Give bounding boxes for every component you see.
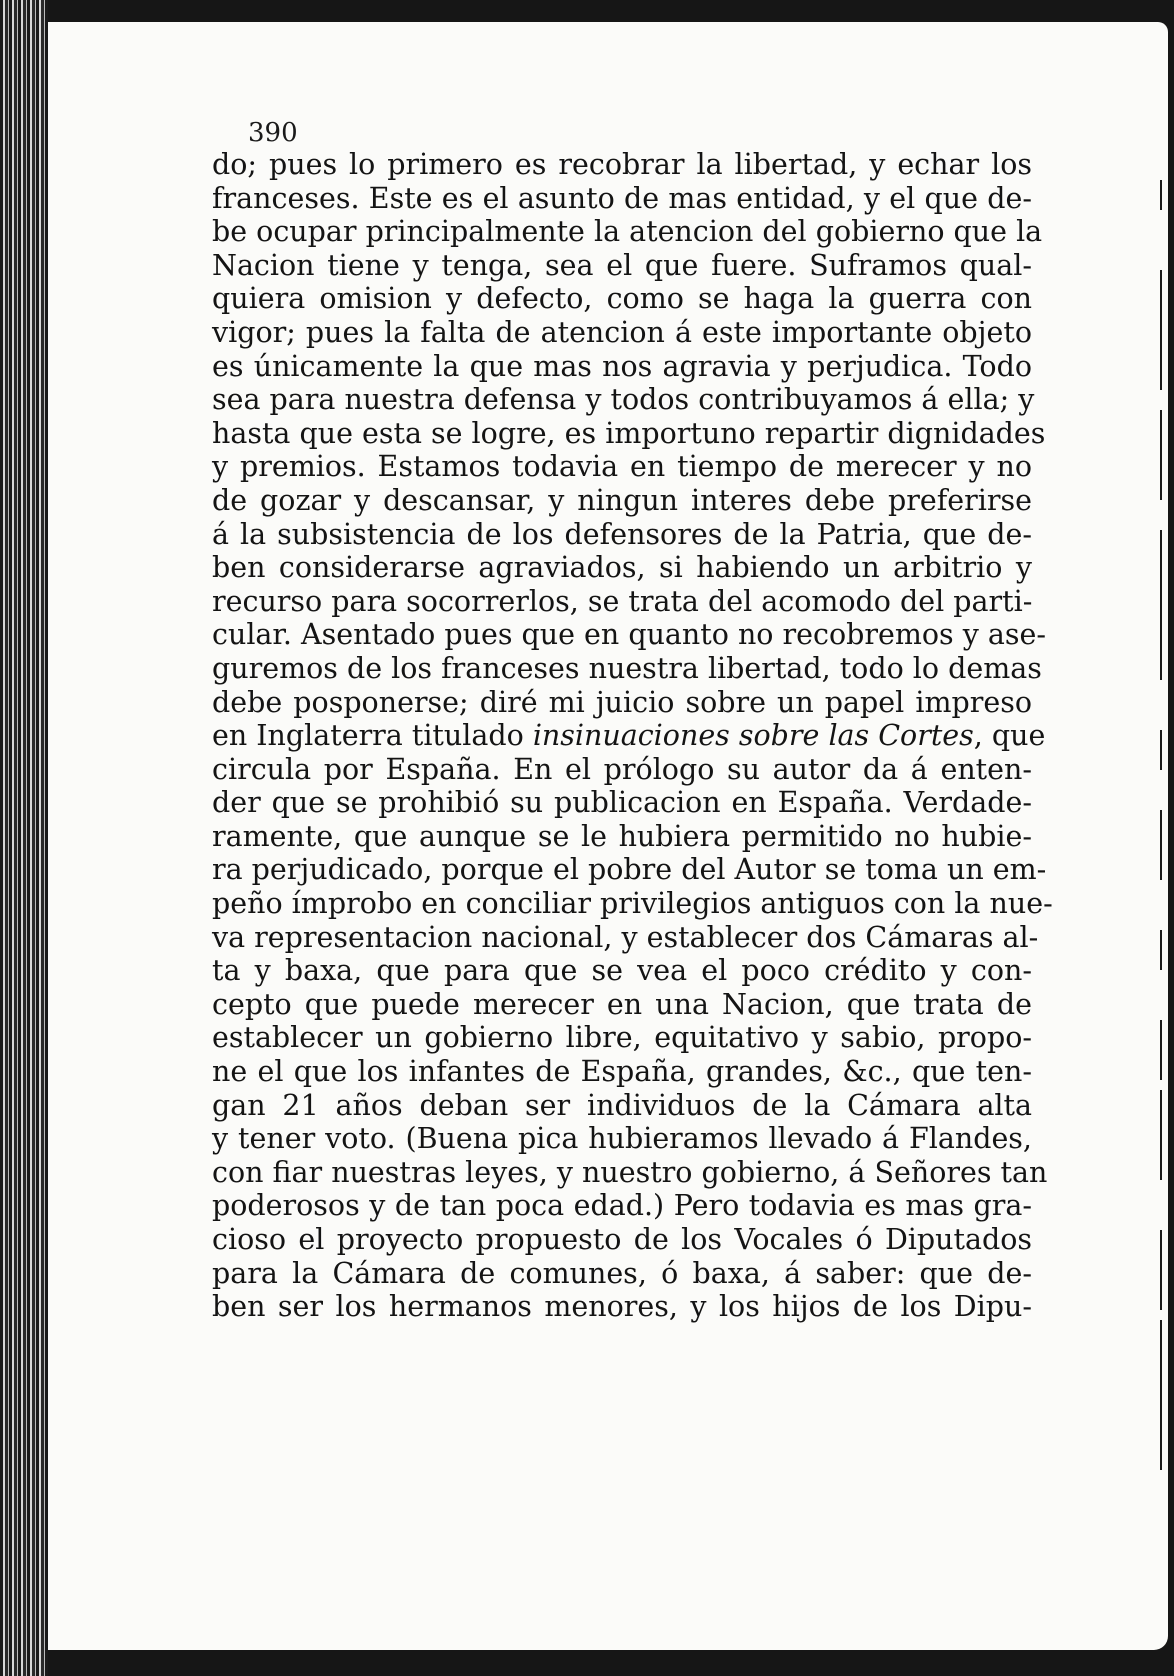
text-line: ben ser los hermanos menores, y los hijos de los Dipu- <box>212 1290 1032 1324</box>
text-line: ta y baxa, que para que se vea el poco crédito y con- <box>212 954 1032 988</box>
text-line: der que se prohibió su publicacion en España. Verdade- <box>212 786 1032 820</box>
text-line: establecer un gobierno libre, equitativo y sabio, propo- <box>212 1021 1032 1055</box>
text-line: y tener voto. (Buena pica hubieramos llevado á Flandes, <box>212 1122 1032 1156</box>
text-line: hasta que esta se logre, es importuno repartir dignidades <box>212 416 1046 450</box>
text-line: cular. Asentado pues que en quanto no recobremos y ase- <box>212 618 1047 652</box>
text-line: franceses. Este es el asunto de mas entidad, y el que de- <box>212 181 1032 215</box>
text-line: y premios. Estamos todavia en tiempo de merecer y no <box>212 450 1032 484</box>
page-edge-marks <box>1152 170 1172 1470</box>
text-line-with-title <box>212 719 1046 753</box>
text-segment: en Inglaterra titulado <box>212 719 533 753</box>
text-segment: , que <box>973 719 1046 753</box>
text-line: gan 21 años deban ser individuos de la Cámara alta <box>212 1088 1032 1122</box>
text-line: debe posponerse; diré mi juicio sobre un papel impreso <box>212 685 1032 719</box>
text-line: con fiar nuestras leyes, y nuestro gobierno, á Señores tan <box>212 1155 1048 1189</box>
text-line: sea para nuestra defensa y todos contribuyamos á ella; y <box>212 383 1035 417</box>
text-line: ramente, que aunque se le hubiera permitido no hubie- <box>212 819 1032 853</box>
book-spine-shadow <box>0 0 48 1676</box>
text-line: circula por España. En el prólogo su autor da á enten- <box>212 752 1032 786</box>
text-line: cepto que puede merecer en una Nacion, que trata de <box>212 987 1032 1021</box>
text-line: poderosos y de tan poca edad.) Pero todavia es mas gra- <box>212 1189 1032 1223</box>
text-line: cioso el proyecto propuesto de los Vocales ó Diputados <box>212 1223 1032 1256</box>
text-line: Nacion tiene y tenga, sea el que fuere. Suframos qual- <box>212 248 1032 282</box>
text-line: ra perjudicado, porque el pobre del Autor se toma un em- <box>212 853 1047 887</box>
text-line: ben considerarse agraviados, si habiendo un arbitrio y <box>212 551 1032 585</box>
text-line: á la subsistencia de los defensores de la Patria, que de- <box>212 517 1032 551</box>
text-line: do; pues lo primero es recobrar la libertad, y echar los <box>212 148 1032 181</box>
italic-title: insinuaciones sobre las Cortes <box>532 719 974 753</box>
body-text <box>212 148 1053 1324</box>
text-line: de gozar y descansar, y ningun interes debe preferirse <box>212 483 1032 517</box>
text-line: para la Cámara de comunes, ó baxa, á saber: que de- <box>212 1256 1032 1290</box>
text-line: va representacion nacional, y establecer dos Cámaras al- <box>212 920 1039 954</box>
page-number: 390 <box>248 118 298 148</box>
text-line: peño ímprobo en conciliar privilegios antiguos con la nue- <box>212 887 1053 921</box>
text-line: vigor; pues la falta de atencion á este importante objeto <box>212 315 1032 349</box>
text-line: quiera omision y defecto, como se haga la guerra con <box>212 282 1032 316</box>
text-line: es únicamente la que mas nos agravia y perjudica. Todo <box>212 349 1032 383</box>
text-line: guremos de los franceses nuestra libertad, todo lo demas <box>212 651 1042 685</box>
text-line: ne el que los infantes de España, grandes, &c., que ten- <box>212 1055 1032 1089</box>
text-line: recurso para socorrerlos, se trata del acomodo del parti- <box>212 584 1033 618</box>
text-line: be ocupar principalmente la atencion del gobierno que la <box>212 215 1043 249</box>
